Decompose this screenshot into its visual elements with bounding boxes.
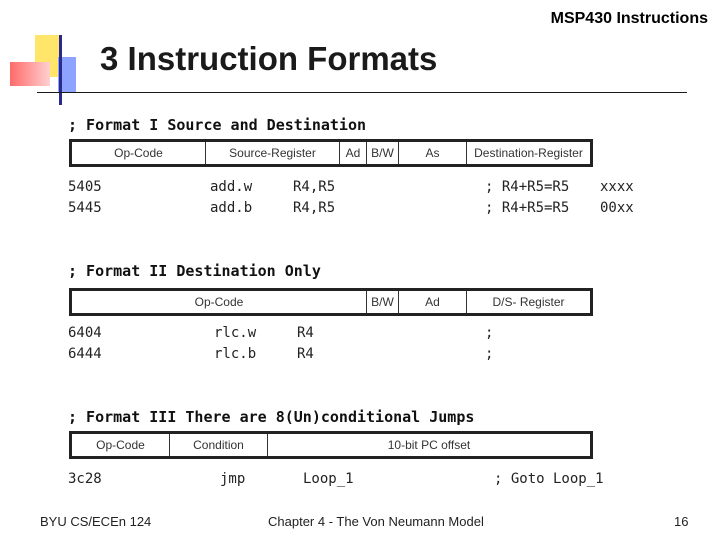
format3-heading: ; Format III There are 8(Un)conditional Jumps: [68, 408, 475, 426]
format1-row-addr: 5445: [68, 200, 102, 216]
format1-row-operands: R4,R5: [293, 179, 336, 195]
format2-row-instr: rlc.w: [214, 325, 257, 341]
format1-row-operands: R4,R5: [293, 200, 336, 216]
format2-row-comment: ;: [485, 325, 494, 341]
format2-row-operands: R4: [297, 346, 314, 362]
decor-vertical-line: [59, 35, 62, 105]
footer-chapter: Chapter 4 - The Von Neumann Model: [268, 514, 484, 529]
format1-field-destination-register: Destination-Register: [474, 146, 583, 160]
format1-field-source-register: Source-Register: [206, 142, 340, 164]
format1-field-opcode: Op-Code: [72, 142, 206, 164]
format1-row-result: 00xx: [600, 200, 634, 216]
format1-row-comment: ; R4+R5=R5: [485, 179, 570, 195]
format2-heading: ; Format II Destination Only: [68, 262, 321, 280]
format2-field-bw: B/W: [367, 291, 399, 313]
format1-table: [69, 139, 593, 167]
format1-row-result: xxxx: [600, 179, 634, 195]
format3-field-opcode: Op-Code: [72, 434, 170, 456]
format1-field-ad: Ad: [340, 142, 367, 164]
format2-row-addr: 6404: [68, 325, 102, 341]
format2-row-comment: ;: [485, 346, 494, 362]
format1-field-as: As: [399, 142, 467, 164]
format3-table: [69, 431, 593, 459]
format2-row-addr: 6444: [68, 346, 102, 362]
format1-row-comment: ; R4+R5=R5: [485, 200, 570, 216]
format3-field-pc-offset: 10-bit PC offset: [387, 438, 471, 452]
format3-row-operands: Loop_1: [303, 471, 354, 487]
title-underline: [37, 92, 687, 93]
slide-title: 3 Instruction Formats: [100, 40, 438, 77]
decor-red-square: [10, 62, 50, 86]
format1-heading: ; Format I Source and Destination: [68, 116, 367, 134]
footer-course: BYU CS/ECEn 124: [40, 514, 152, 529]
format1-field-bw: B/W: [367, 142, 399, 164]
format1-row-addr: 5405: [68, 179, 102, 195]
format1-row-instr: add.w: [210, 179, 253, 195]
format2-field-ds-register: D/S- Register: [492, 295, 565, 309]
format1-row-instr: add.b: [210, 200, 253, 216]
format2-row-instr: rlc.b: [214, 346, 257, 362]
format2-field-ad: Ad: [399, 291, 467, 313]
format2-row-operands: R4: [297, 325, 314, 341]
format2-field-opcode: Op-Code: [72, 291, 367, 313]
slide-header: MSP430 Instructions: [550, 10, 708, 27]
format3-row-comment: ; Goto Loop_1: [494, 471, 604, 487]
format3-row-addr: 3c28: [68, 471, 102, 487]
format3-field-condition: Condition: [170, 434, 268, 456]
format2-table: [69, 288, 593, 316]
footer-page-number: 16: [674, 514, 689, 529]
format3-row-instr: jmp: [220, 471, 246, 487]
